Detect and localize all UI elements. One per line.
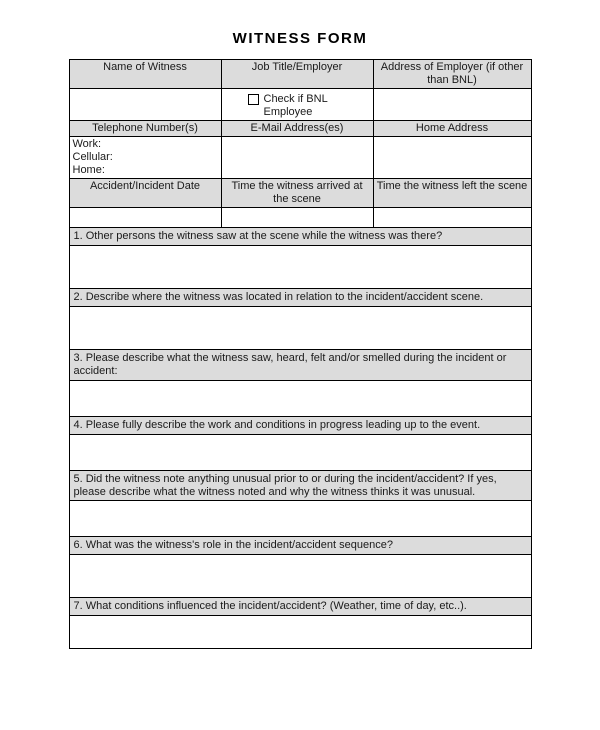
- answer-field-7[interactable]: [69, 616, 531, 649]
- answer-row-6: [69, 555, 531, 598]
- answer-row-4: [69, 434, 531, 470]
- accident-incident-date-field[interactable]: [69, 207, 221, 227]
- question-row-2: [69, 288, 531, 306]
- identity-entry-row: [69, 88, 531, 120]
- name-of-witness-field[interactable]: [69, 88, 221, 120]
- header-name-of-witness: Name of Witness: [69, 60, 221, 89]
- address-of-employer-field[interactable]: [373, 88, 531, 120]
- answer-row-1: [69, 245, 531, 288]
- header-row-contact: [69, 120, 531, 136]
- bnl-employee-checkbox[interactable]: [248, 94, 259, 105]
- question-5-label: 5. Did the witness note anything unusual prior to or during the incident/accident? If yes, please describe what the witness noted and why the witness thinks it was unusual.: [69, 470, 531, 501]
- bnl-employee-cell: [221, 88, 373, 120]
- time-left-field[interactable]: [373, 207, 531, 227]
- answer-field-5[interactable]: [69, 501, 531, 537]
- answer-field-4[interactable]: [69, 434, 531, 470]
- question-row-6: [69, 537, 531, 555]
- answer-field-2[interactable]: [69, 306, 531, 349]
- answer-field-1[interactable]: [69, 245, 531, 288]
- phone-work-label: Work:: [72, 137, 102, 150]
- answer-field-6[interactable]: [69, 555, 531, 598]
- email-addresses-field[interactable]: [221, 136, 373, 178]
- header-job-title-employer: Job Title/Employer: [221, 60, 373, 89]
- question-row-5: [69, 470, 531, 501]
- page-title: WITNESS FORM: [232, 30, 368, 47]
- datetime-entry-row: [69, 207, 531, 227]
- header-row-identity: [69, 60, 531, 89]
- answer-field-3[interactable]: [69, 380, 531, 416]
- question-row-7: [69, 598, 531, 616]
- question-2-label: 2. Describe where the witness was located in relation to the incident/accident scene.: [69, 288, 531, 306]
- header-email-addresses: E-Mail Address(es): [221, 120, 373, 136]
- time-arrived-field[interactable]: [221, 207, 373, 227]
- answer-row-7: [69, 616, 531, 649]
- phone-cellular-label: Cellular:: [72, 150, 113, 163]
- question-4-label: 4. Please fully describe the work and conditions in progress leading up to the event.: [69, 416, 531, 434]
- question-row-1: [69, 227, 531, 245]
- question-7-label: 7. What conditions influenced the incident/accident? (Weather, time of day, etc..).: [69, 598, 531, 616]
- header-time-left: Time the witness left the scene: [373, 178, 531, 207]
- header-telephone-numbers: Telephone Number(s): [69, 120, 221, 136]
- contact-entry-row: [69, 136, 531, 178]
- header-time-arrived: Time the witness arrived at the scene: [221, 178, 373, 207]
- header-address-of-employer: Address of Employer (if other than BNL): [373, 60, 531, 89]
- home-address-field[interactable]: [373, 136, 531, 178]
- question-6-label: 6. What was the witness's role in the incident/accident sequence?: [69, 537, 531, 555]
- header-accident-incident-date: Accident/Incident Date: [69, 178, 221, 207]
- witness-form-table: [69, 59, 532, 649]
- question-3-label: 3. Please describe what the witness saw, heard, felt and/or smelled during the incident or accident:: [69, 349, 531, 380]
- question-1-label: 1. Other persons the witness saw at the scene while the witness was there?: [69, 227, 531, 245]
- header-home-address: Home Address: [373, 120, 531, 136]
- question-row-3: [69, 349, 531, 380]
- header-row-datetime: [69, 178, 531, 207]
- answer-row-2: [69, 306, 531, 349]
- telephone-numbers-field[interactable]: [69, 136, 221, 178]
- phone-home-label: Home:: [72, 163, 105, 176]
- answer-row-5: [69, 501, 531, 537]
- answer-row-3: [69, 380, 531, 416]
- bnl-employee-checkbox-label: Check if BNL Employee: [263, 92, 328, 118]
- question-row-4: [69, 416, 531, 434]
